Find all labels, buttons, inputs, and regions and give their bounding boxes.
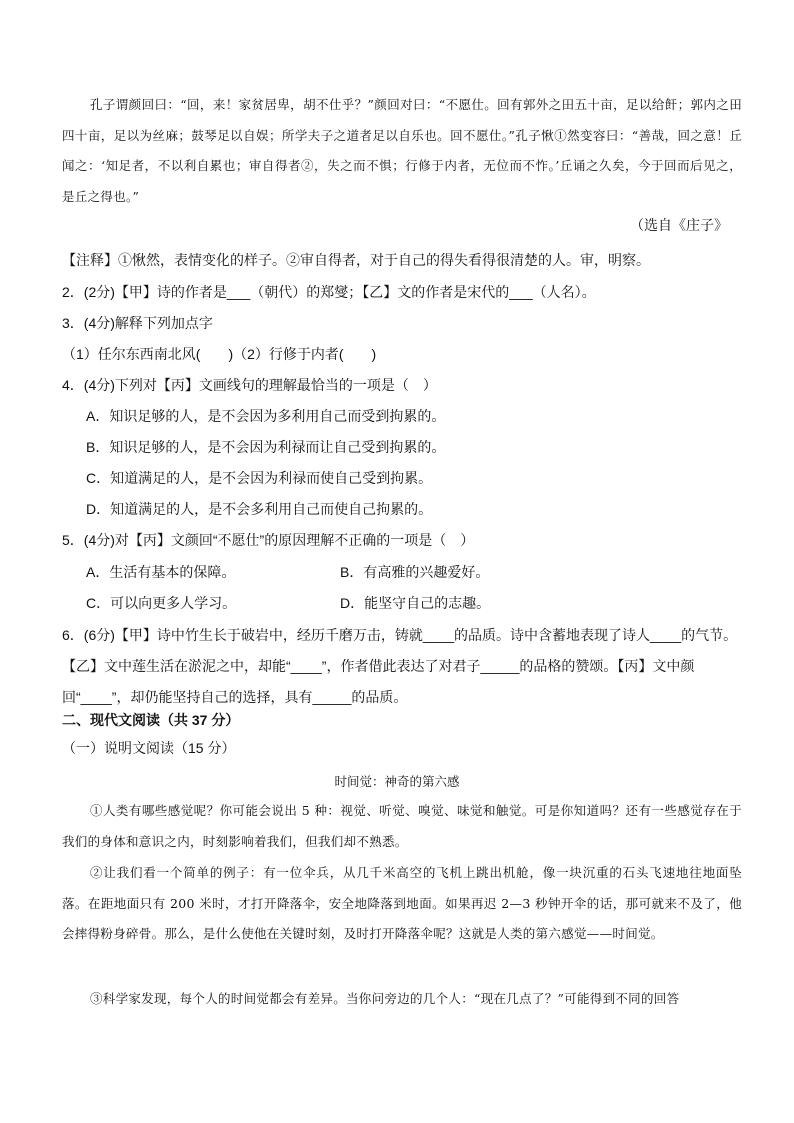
question-5-option-d: D．能坚守自己的志趣。 [340, 595, 491, 611]
question-5-option-b: B．有高雅的兴趣爱好。 [340, 564, 490, 580]
question-3-items: （1）任尔东西南北风( )（2）行修于内者( ) [62, 346, 377, 362]
question-5-option-c: C．可以向更多人学习。 [86, 595, 237, 611]
annotation-note: 【注释】①愀然，表情变化的样子。②审自得者，对于自己的得失看得很清楚的人。审，明察。 [62, 252, 650, 268]
question-4-option-a: A．知识足够的人，是不会因为多利用自己而受到拘累的。 [86, 408, 446, 424]
question-2: 2．(2分)【甲】诗的作者是___（朝代）的郑燮；【乙】文的作者是宋代的___（人名）。 [62, 284, 596, 300]
section-heading: 二、现代文阅读（共 37 分） [62, 712, 240, 728]
question-4: 4．(4分)下列对【丙】文画线句的理解最恰当的一项是（ ） [62, 377, 437, 393]
question-3: 3．(4分)解释下列加点字 [62, 315, 213, 331]
article-paragraph-1: ①人类有哪些感觉呢？你可能会说出 5 种：视觉、听觉、嗅觉、味觉和触觉。可是你知道吗？还有一些感觉存在于我们的身体和意识之内，时刻影响着我们，但我们却不熟悉。 [62, 803, 742, 849]
question-4-option-d: D．知道满足的人，是不会多利用自己而使自己拘累的。 [86, 501, 433, 517]
question-5: 5．(4分)对【丙】文颜回“不愿仕”的原因理解不正确的一项是（ ） [62, 532, 475, 548]
question-4-option-b: B．知识足够的人，是不会因为利禄而让自己受到拘累的。 [86, 439, 446, 455]
article-title: 时间觉：神奇的第六感 [334, 774, 460, 789]
passage-source: （选自《庄子》 [630, 217, 728, 233]
article-paragraph-2: ②让我们看一个简单的例子：有一位伞兵，从几千米高空的飞机上跳出机舱，像一块沉重的石头飞速地往地面坠落。在距地面只有 200 米时，才打开降落伞，安全地降落到地面。如果再迟 2—3 秒钟开伞的话，那可就来不及了，他会摔得粉身碎骨。那么，是什么使他在关键时刻，及时打开降落伞呢？这就是人类的第六感觉——时间觉。 [62, 865, 742, 941]
question-5-option-a: A．生活有基本的保障。 [86, 564, 236, 580]
classical-passage: 孔子谓颜回曰：“回，来！家贫居卑，胡不仕乎？”颜回对曰：“不愿仕。回有郭外之田五十亩，足以给飦；郭内之田四十亩，足以为丝麻；鼓琴足以自娱；所学夫子之道者足以自乐也。回不愿仕。”孔子愀①然变容曰：“善哉，回之意！丘闻之：‘知足者，不以利自累也；审自得者②，失之而不惧；行修于内者，无位而不怍。’丘诵之久矣，今于回而后见之，是丘之得也。” [62, 97, 742, 204]
question-4-option-c: C．知道满足的人，是不会因为利禄而使自己受到拘累。 [86, 470, 433, 486]
article-paragraph-3: ③科学家发现，每个人的时间觉都会有差异。当你问旁边的几个人：“现在几点了？”可能得到不同的回答 [90, 991, 680, 1006]
subsection-heading: （一）说明文阅读（15 分） [62, 740, 236, 756]
question-6: 6．(6分)【甲】诗中竹生长于破岩中，经历千磨万击，铸就____的品质。诗中含蓄地表现了诗人____的气节。【乙】文中莲生活在淤泥之中，却能“____”，作者借此表达了对君子_____的品格的赞颂。【丙】文中颜回“____”，却仍能坚持自己的选择，具有_____的品质。 [62, 627, 738, 705]
